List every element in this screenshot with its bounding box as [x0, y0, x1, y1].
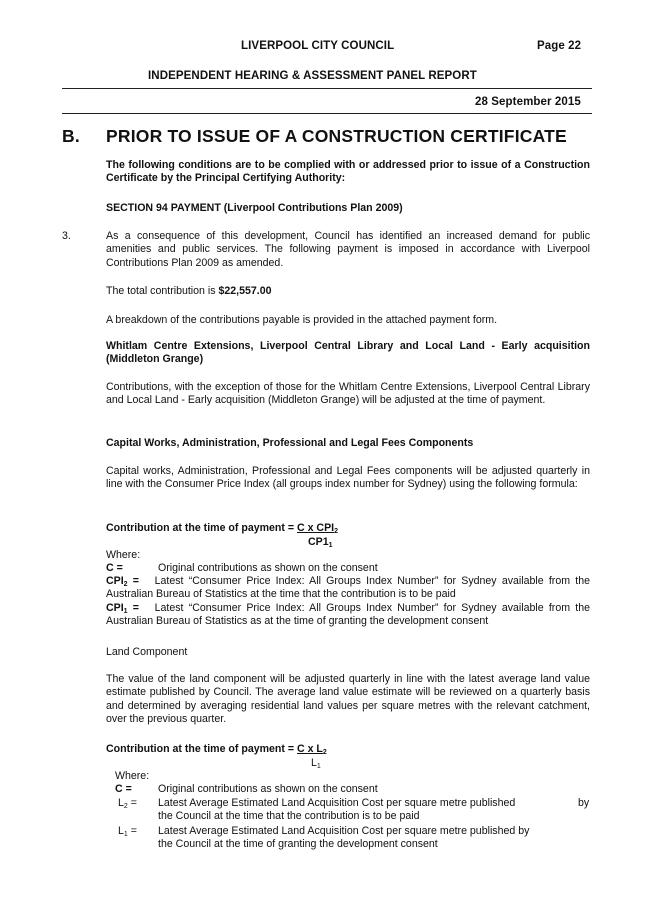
formula2-c-term: C = — [115, 783, 132, 795]
formula2-denominator: $L_1$ — [311, 757, 321, 770]
cpi1-definition: Latest “Consumer Price Index: All Groups Index Number” for Sydney available from the Australian Bureau of Statistics as at the time of granting the development consent — [106, 602, 590, 628]
l1-definition-line2: the Council at the time of granting the development consent — [158, 838, 438, 850]
report-date: 28 September 2015 — [475, 96, 581, 108]
formula2-where: Where: — [115, 770, 150, 782]
formula1-denominator: $CP1_1$ — [308, 536, 333, 549]
section-letter: B. — [62, 126, 80, 146]
whitlam-heading: Whitlam Centre Extensions, Liverpool Central Library and Local Land - Early acquisition (Middleton Grange) — [106, 340, 590, 366]
formula1-c-def: Original contributions as shown on the consent — [158, 562, 378, 574]
land-text: The value of the land component will be adjusted quarterly in line with the latest average land value estimate published by Council. The average land value estimate will be reviewed on a quarterly basis and determined by averaging residential land values per square metres with the relevant catchment, over the previous quarter. — [106, 673, 590, 726]
l2-definition-line2: the Council at the time that the contribution is to be paid — [158, 810, 420, 822]
l1-definition-line1: Latest Average Estimated Land Acquisition Cost per square metre published by — [158, 825, 530, 837]
total-contribution — [106, 285, 590, 298]
formula1-cpi2-row — [106, 575, 590, 602]
capital-heading: Capital Works, Administration, Professional and Legal Fees Components — [106, 437, 474, 449]
cpi1-term: $CPI_1$ = — [106, 602, 139, 615]
condition-number: 3. — [62, 230, 71, 242]
formula1-c-term: C = — [106, 562, 123, 574]
section-title: PRIOR TO ISSUE OF A CONSTRUCTION CERTIFICATE — [106, 126, 567, 146]
page-number: Page 22 — [537, 40, 582, 52]
formula1-label: Contribution at the time of payment = — [106, 522, 295, 534]
l2-definition-line1: Latest Average Estimated Land Acquisition Cost per square metre published — [158, 797, 516, 809]
formula2-label: Contribution at the time of payment = — [106, 743, 295, 755]
total-label: The total contribution is — [106, 285, 219, 297]
l2-definition-by: by — [578, 797, 590, 809]
formula1-where: Where: — [106, 549, 141, 561]
section-subheading: SECTION 94 PAYMENT (Liverpool Contributions Plan 2009) — [106, 202, 403, 214]
header-rule-top — [62, 88, 592, 89]
breakdown-text: A breakdown of the contributions payable is provided in the attached payment form. — [106, 314, 498, 326]
cpi2-term: $CPI_2$ = — [106, 575, 139, 588]
header-rule-bottom — [62, 113, 592, 114]
l2-term: $L_2$ = — [118, 797, 137, 810]
formula2-c-def: Original contributions as shown on the consent — [158, 783, 378, 795]
section-intro: The following conditions are to be complied with or addressed prior to issue of a Construction Certificate by the Principal Certifying Authority: — [106, 159, 590, 185]
formula2-numerator: C x $L_2$ — [297, 743, 327, 756]
land-heading: Land Component — [106, 646, 188, 658]
l1-term: $L_1$ = — [118, 825, 137, 838]
council-name: LIVERPOOL CITY COUNCIL — [241, 40, 395, 52]
formula1-cpi1-row — [106, 602, 590, 629]
formula1-numerator: C x $CPI_2$ — [297, 522, 338, 535]
condition-paragraph: As a consequence of this development, Council has identified an increased demand for public amenities and public services. The following payment is imposed in accordance with Liverpool Contributions Plan 2009 as amended. — [106, 230, 590, 269]
total-amount: $22,557.00 — [218, 285, 272, 297]
report-title: INDEPENDENT HEARING & ASSESSMENT PANEL REPORT — [148, 70, 477, 82]
whitlam-text: Contributions, with the exception of those for the Whitlam Centre Extensions, Liverpool Central Library and Local Land - Early acquisition (Middleton Grange) will be adjusted at the time of payment. — [106, 381, 590, 407]
capital-text: Capital works, Administration, Professional and Legal Fees components will be adjusted quarterly in line with the Consumer Price Index (all groups index number for Sydney) using the following formula: — [106, 465, 590, 491]
cpi2-definition: Latest “Consumer Price Index: All Groups Index Number” for Sydney available from the Australian Bureau of Statistics at the time that the contribution is to be paid — [106, 575, 590, 601]
